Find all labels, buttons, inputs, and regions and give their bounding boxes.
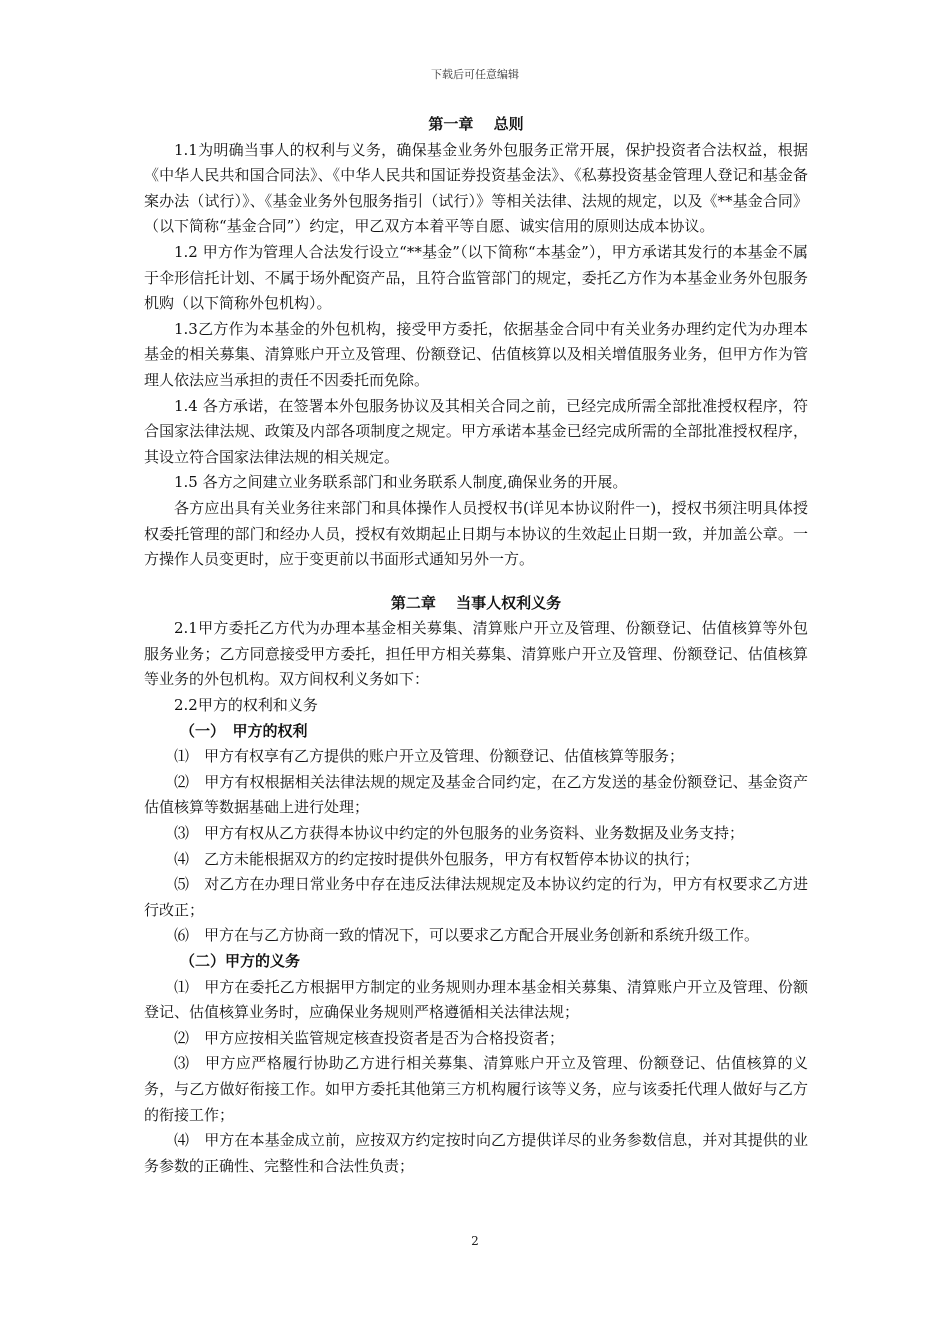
clause-1-5: 1.5 各方之间建立业务联系部门和业务联系人制度,确保业务的开展。: [174, 473, 628, 492]
duties-heading: （二）甲方的义务: [180, 952, 301, 970]
right-item: ⑵ 甲方有权根据相关法律法规的规定及基金合同约定，在乙方发送的基金份额登记、基金资产估值核算等数据基础上进行处理；: [144, 772, 808, 817]
duty-item: ⑵ 甲方应按相关监管规定核查投资者是否为合格投资者；: [174, 1028, 565, 1047]
page-header: 下载后可任意编辑: [431, 68, 519, 81]
right-item: ⑶ 甲方有权从乙方获得本协议中约定的外包服务的业务资料、业务数据及业务支持；: [174, 824, 745, 843]
clause-2-1: 2.1甲方委托乙方代为办理本基金相关募集、清算账户开立及管理、份额登记、估值核算等外包服务业务；乙方同意接受甲方委托，担任甲方相关募集、清算账户开立及管理、份额登记、估值核算等业务的外包机构。双方间权利义务如下：: [144, 619, 808, 689]
clause-1-1: 1.1为明确当事人的权利与义务，确保基金业务外包服务正常开展，保护投资者合法权益，根据《中华人民共和国合同法》、《中华人民共和国证券投资基金法》、《私募投资基金管理人登记和基金备案办法（试行）》、《基金业务外包服务指引（试行）》等相关法律、法规的规定，以及《**基金合同》（以下简称“基金合同”）约定，甲乙双方本着平等自愿、诚实信用的原则达成本协议。: [144, 140, 808, 236]
clause-1-3: 1.3乙方作为本基金的外包机构，接受甲方委托，依据基金合同中有关业务办理约定代为办理本基金的相关募集、清算账户开立及管理、份额登记、估值核算以及相关增值服务业务，但甲方作为管理人依法应当承担的责任不因委托而免除。: [144, 319, 808, 389]
chapter-2-title: 第二章 当事人权利义务: [390, 593, 562, 612]
clause-1-4: 1.4 各方承诺，在签署本外包服务协议及其相关合同之前，已经完成所需全部批准授权程序，符合国家法律法规、政策及内部各项制度之规定。甲方承诺本基金已经完成所需的全部批准授权程序，其设立符合国家法律法规的相关规定。: [144, 396, 808, 466]
chapter-1-title: 第一章 总则: [428, 115, 524, 133]
rights-heading: （一） 甲方的权利: [180, 721, 308, 740]
clause-1-2: 1.2 甲方作为管理人合法发行设立“**基金”（以下简称“本基金”），甲方承诺其发行的本基金不属于伞形信托计划、不属于场外配资产品，且符合监管部门的规定，委托乙方作为本基金业务外包服务机购（以下简称外包机构）。: [144, 242, 808, 313]
duty-item: ⑴ 甲方在委托乙方根据甲方制定的业务规则办理本基金相关募集、清算账户开立及管理、份额登记、估值核算业务时，应确保业务规则严格遵循相关法律法规；: [144, 977, 808, 1022]
clause-2-2: 2.2甲方的权利和义务: [174, 696, 318, 715]
right-item: ⑹ 甲方在与乙方协商一致的情况下，可以要求乙方配合开展业务创新和系统升级工作。: [174, 926, 760, 945]
right-item: ⑷ 乙方未能根据双方的约定按时提供外包服务，甲方有权暂停本协议的执行；: [174, 849, 700, 868]
page-number: 2: [471, 1234, 479, 1248]
right-item: ⑴ 甲方有权享有乙方提供的账户开立及管理、份额登记、估值核算等服务；: [174, 747, 685, 766]
clause-1-5-detail: 各方应出具有关业务往来部门和具体操作人员授权书(详见本协议附件一)，授权书须注明具体授权委托管理的部门和经办人员，授权有效期起止日期与本协议的生效起止日期一致，并加盖公章。一方操作人员变更时，应于变更前以书面形式通知另外一方。: [144, 498, 808, 569]
document-body: [144, 112, 808, 1179]
duty-item: ⑷ 甲方在本基金成立前，应按双方约定按时向乙方提供详尽的业务参数信息，并对其提供的业务参数的正确性、完整性和合法性负责；: [144, 1131, 808, 1175]
right-item: ⑸ 对乙方在办理日常业务中存在违反法律法规规定及本协议约定的行为，甲方有权要求乙方进行改正；: [144, 875, 808, 919]
duty-item: ⑶ 甲方应严格履行协助乙方进行相关募集、清算账户开立及管理、份额登记、估值核算的义务，与乙方做好衔接工作。如甲方委托其他第三方机构履行该等义务，应与该委托代理人做好与乙方的衔接工作；: [144, 1054, 808, 1124]
